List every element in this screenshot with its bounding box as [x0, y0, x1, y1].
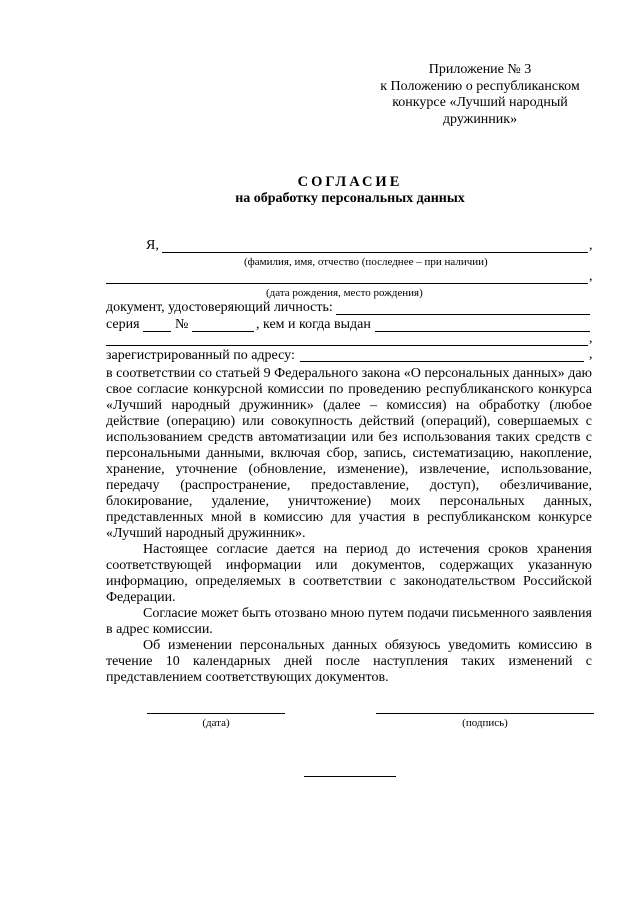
consent-paragraph-2: Настоящее согласие дается на период до истечения сроков хранения соответствующей информации или документов, содержащих указанную информацию, определяемых в соответствии с законодательством Российской Федерации.	[106, 542, 592, 605]
consent-body	[106, 366, 592, 686]
appendix-line-4: дружинник»	[442, 111, 518, 127]
fio-field[interactable]	[162, 252, 588, 253]
date-label: (дата)	[202, 717, 230, 729]
document-label: документ, удостоверяющий личность:	[106, 300, 333, 315]
consent-paragraph-1: в соответствии со статьей 9 Федерального закона «О персональных данных» даю свое согласие конкурсной комиссии по проведению республиканского конкурса «Лучший народный дружинник» (далее – комиссия) на обработку (любое действие (операцию) или совокупность действий (операций), совершаемых с использованием средств автоматизации или без использования таких средств с персональными данными, включая сбор, запись, систематизацию, накопление, хранение, уточнение (обновление, изменение), извлечение, использование, передачу (распространение, предоставление, доступ), обезличивание, блокирование, удаление, уничтожение) моих персональных данных, представленных мной в комиссию для участия в республиканском конкурсе «Лучший народный дружинник».	[106, 366, 592, 541]
appendix-line-2: к Положению о республиканском	[380, 78, 580, 94]
address-comma: ,	[589, 347, 593, 362]
issued-continuation-field[interactable]	[106, 345, 588, 346]
address-field[interactable]	[300, 361, 584, 362]
number-field[interactable]	[192, 331, 254, 332]
birth-comma: ,	[589, 269, 593, 284]
issued-label: , кем и когда выдан	[256, 317, 371, 332]
issued-field[interactable]	[375, 331, 590, 332]
signature-field[interactable]	[376, 713, 594, 714]
fio-hint: (фамилия, имя, отчество (последнее – при наличии)	[244, 256, 488, 268]
fio-comma: ,	[589, 238, 593, 253]
issued-comma: ,	[589, 331, 593, 346]
i-label: Я,	[146, 238, 159, 253]
birth-field[interactable]	[106, 283, 588, 284]
sign-label: (подпись)	[462, 717, 508, 729]
consent-paragraph-4: Об изменении персональных данных обязуюсь уведомить комиссию в течение 10 календарных дней после наступления таких изменений с представлением соответствующих документов.	[106, 638, 592, 685]
appendix-line-1: Приложение № 3	[428, 62, 532, 77]
closing-divider	[304, 776, 396, 777]
consent-paragraph-3: Согласие может быть отозвано мною путем подачи письменного заявления в адрес комиссии.	[106, 606, 592, 637]
birth-hint: (дата рождения, место рождения)	[266, 287, 423, 299]
series-field[interactable]	[143, 331, 171, 332]
date-signature-field[interactable]	[147, 713, 285, 714]
appendix-header	[360, 62, 600, 128]
appendix-line-3: конкурсе «Лучший народный	[392, 95, 568, 110]
number-label: №	[175, 317, 189, 332]
address-label: зарегистрированный по адресу:	[106, 348, 295, 363]
document-subtitle: на обработку персональных данных	[235, 191, 465, 206]
document-title: СОГЛАСИЕ	[297, 174, 403, 190]
document-field[interactable]	[336, 314, 590, 315]
series-label: серия	[106, 317, 140, 332]
